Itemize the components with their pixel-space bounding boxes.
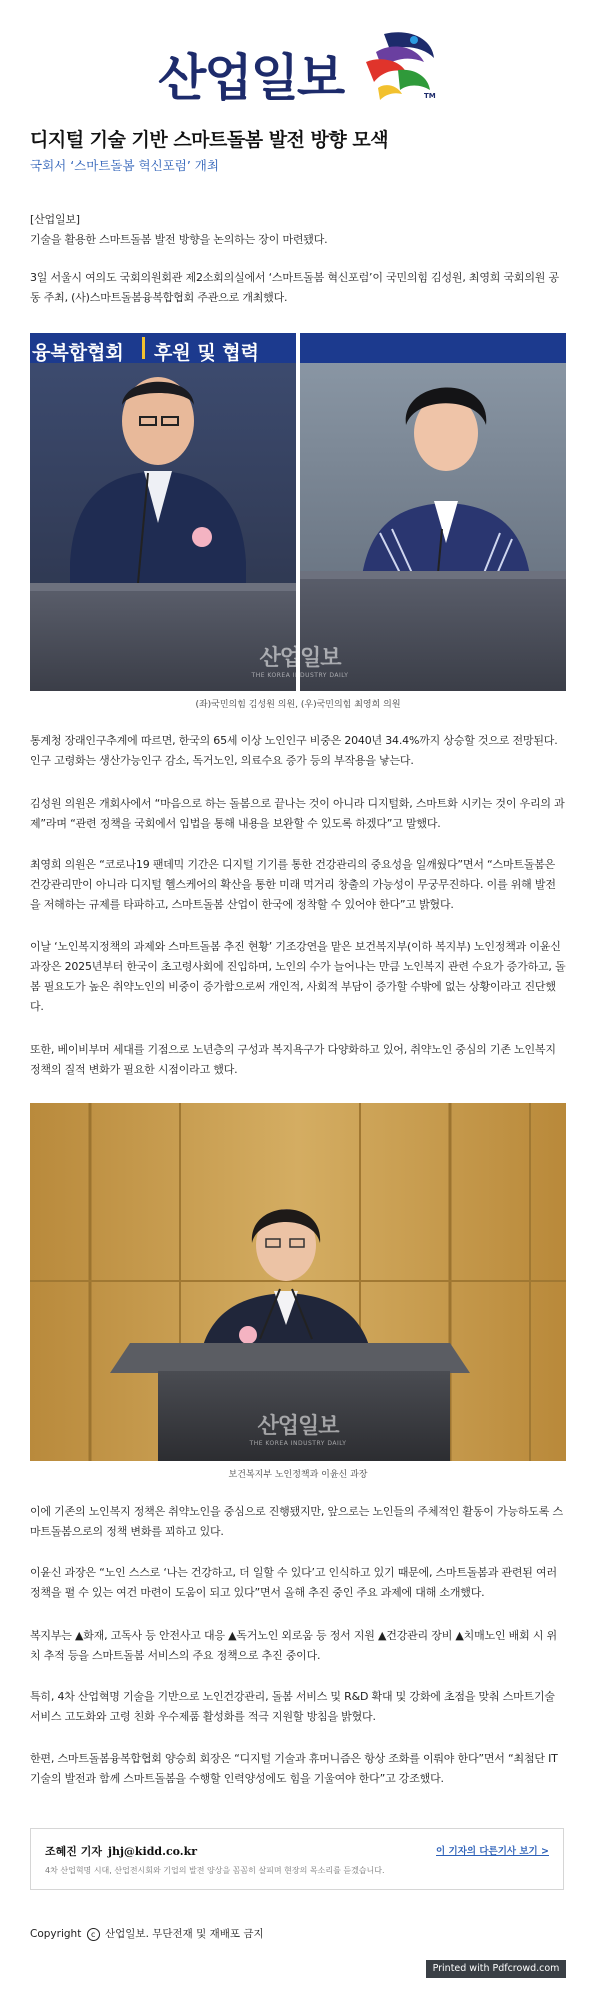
banner-text-left: 융복합협회 xyxy=(32,342,124,364)
copyright-prefix: Copyright xyxy=(30,1928,82,1940)
watermark-text: 산업일보 xyxy=(257,1414,339,1439)
logo-text: 산업일보 xyxy=(158,49,344,107)
watermark-subtext: THE KOREA INDUSTRY DAILY xyxy=(249,1440,347,1447)
article-paragraph: 특히, 4차 산업혁명 기술을 기반으로 노인건강관리, 돌봄 서비스 및 R&D 확대 및 강화에 초점을 맞춰 스마트기술 서비스 고도화와 고령 친화 우수제품 활성화를 적극 지원할 방침을 밝혔다. xyxy=(30,1690,555,1723)
photo-caption: 보건복지부 노인정책과 이윤신 과장 xyxy=(228,1470,368,1480)
article-paragraph: 이윤신 과장은 “노인 스스로 ‘나는 건강하고, 더 일할 수 있다’고 인식하고 있기 때문에, 스마트돌봄과 관련된 여러 정책을 펼 수 있는 여건 마련이 도움이 되고 있다”면서 올해 추진 중인 주요 과제에 대해 소개했다. xyxy=(30,1566,557,1599)
more-articles-link[interactable]: 이 기자의 다른기사 보기 > xyxy=(436,1846,549,1857)
article-paragraph: 또한, 베이비부머 세대를 기점으로 노년층의 구성과 복지욕구가 다양화하고 있어, 취약노인 중심의 기존 노인복지 정책의 질적 변화가 필요한 시점이라고 했다. xyxy=(30,1043,556,1076)
article-photo-speakers xyxy=(30,333,566,691)
article-paragraph: 이날 ‘노인복지정책의 과제와 스마트돌봄 추진 현황’ 기조강연을 맡은 보건복지부(이하 복지부) 노인정책과 이윤신 과장은 2025년부터 한국이 초고령사회에 진입하며, 노인의 수가 늘어나는 만큼 노인복지 관련 수요가 증가하고, 돌봄 필요도가 높은 취약노인의 비중이 증가함으로써 개인적, 사회적 부담이 증가할 수밖에 없는 상황이라고 진단했다. xyxy=(30,940,566,1013)
article-subhead: 국회서 ‘스마트돌봄 혁신포럼’ 개최 xyxy=(30,158,219,173)
copyright-text: 산업일보. 무단전재 및 재배포 금지 xyxy=(105,1928,264,1940)
article-headline: 디지털 기술 기반 스마트돌봄 발전 방향 모색 xyxy=(30,129,389,151)
reporter-byline xyxy=(30,1828,564,1890)
watermark-subtext: THE KOREA INDUSTRY DAILY xyxy=(251,672,349,679)
article-paragraph: 3일 서울시 여의도 국회의원회관 제2소회의실에서 ‘스마트돌봄 혁신포럼’이 국민의힘 김성원, 최영희 국회의원 공동 주최, (사)스마트돌봄융복합협회 주관으로 개최했다. xyxy=(30,271,559,304)
photo-watermark xyxy=(210,641,390,679)
copyright-notice xyxy=(30,1926,264,1941)
article-paragraph: 한편, 스마트돌봄융복합협회 양승희 회장은 “디지털 기술과 휴머니즘은 항상 조화를 이뤄야 한다”면서 “최첨단 IT 기술의 발전과 함께 스마트돌봄을 수행할 인력양성에도 힘을 기울여야 한다”고 강조했다. xyxy=(30,1752,558,1785)
trademark: TM xyxy=(424,92,436,100)
article-paragraph: 이에 기존의 노인복지 정책은 취약노인을 중심으로 진행됐지만, 앞으로는 노인들의 주체적인 활동이 가능하도록 스마트돌봄으로의 정책 변화를 꾀하고 있다. xyxy=(30,1505,563,1538)
article-intro: [산업일보] 기술을 활용한 스마트돌봄 발전 방향을 논의하는 장이 마련됐다. xyxy=(30,213,328,246)
reporter-email[interactable]: jhj@kidd.co.kr xyxy=(107,1845,198,1858)
article-photo-director xyxy=(30,1103,566,1461)
pdfcrowd-badge[interactable]: Printed with Pdfcrowd.com xyxy=(426,1960,566,1978)
copyright-icon: c xyxy=(87,1928,100,1941)
speakers-photo-illustration xyxy=(30,333,566,691)
article-paragraph: 최영희 의원은 “코로나19 팬데믹 기간은 디지털 기기를 통한 건강관리의 중요성을 일깨웠다”면서 “스마트돌봄은 건강관리만이 아니라 디지털 헬스케어의 확산을 통한 미래 먹거리 창출의 가능성이 무궁무진하다. 이를 위해 발전을 저해하는 규제를 타파하고, 스마트돌봄 산업이 한국에 정착할 수 있어야 한다”고 밝혔다. xyxy=(30,858,556,911)
article-paragraph: 통계청 장래인구추계에 따르면, 한국의 65세 이상 노인인구 비중은 2040년 34.4%까지 상승할 것으로 전망된다. 인구 고령화는 생산가능인구 감소, 독거노인, 의료수요 증가 등의 부작용을 낳는다. xyxy=(30,734,558,767)
watermark-text: 산업일보 xyxy=(259,646,341,671)
photo-watermark xyxy=(208,1409,388,1447)
reporter-name-line xyxy=(45,1843,197,1859)
banner-text-center: 후원 및 협력 xyxy=(154,342,259,364)
site-logo[interactable] xyxy=(158,28,448,108)
article-paragraph: 김성원 의원은 개회사에서 “마음으로 하는 돌봄으로 끝나는 것이 아니라 디지털화, 스마트화 시키는 것이 우리의 과제”라며 “관련 정책을 국회에서 입법을 통해 내용을 보완할 수 있도록 하겠다”고 말했다. xyxy=(30,797,565,830)
reporter-description: 4차 산업혁명 시대, 산업전시회와 기업의 발전 양상을 꼼꼼히 살피며 현장의 목소리를 듣겠습니다. xyxy=(45,1866,385,1875)
director-photo-illustration xyxy=(30,1103,566,1461)
photo-caption: (좌)국민의힘 김성원 의원, (우)국민의힘 최영희 의원 xyxy=(195,700,401,710)
reporter-name: 조혜진 기자 xyxy=(45,1845,102,1858)
article-paragraph: 복지부는 ▲화재, 고독사 등 안전사고 대응 ▲독거노인 외로움 등 정서 지원 ▲건강관리 장비 ▲치매노인 배회 시 위치 추적 등을 스마트돌봄 서비스의 주요 정책으로 추진 중이다. xyxy=(30,1629,557,1662)
